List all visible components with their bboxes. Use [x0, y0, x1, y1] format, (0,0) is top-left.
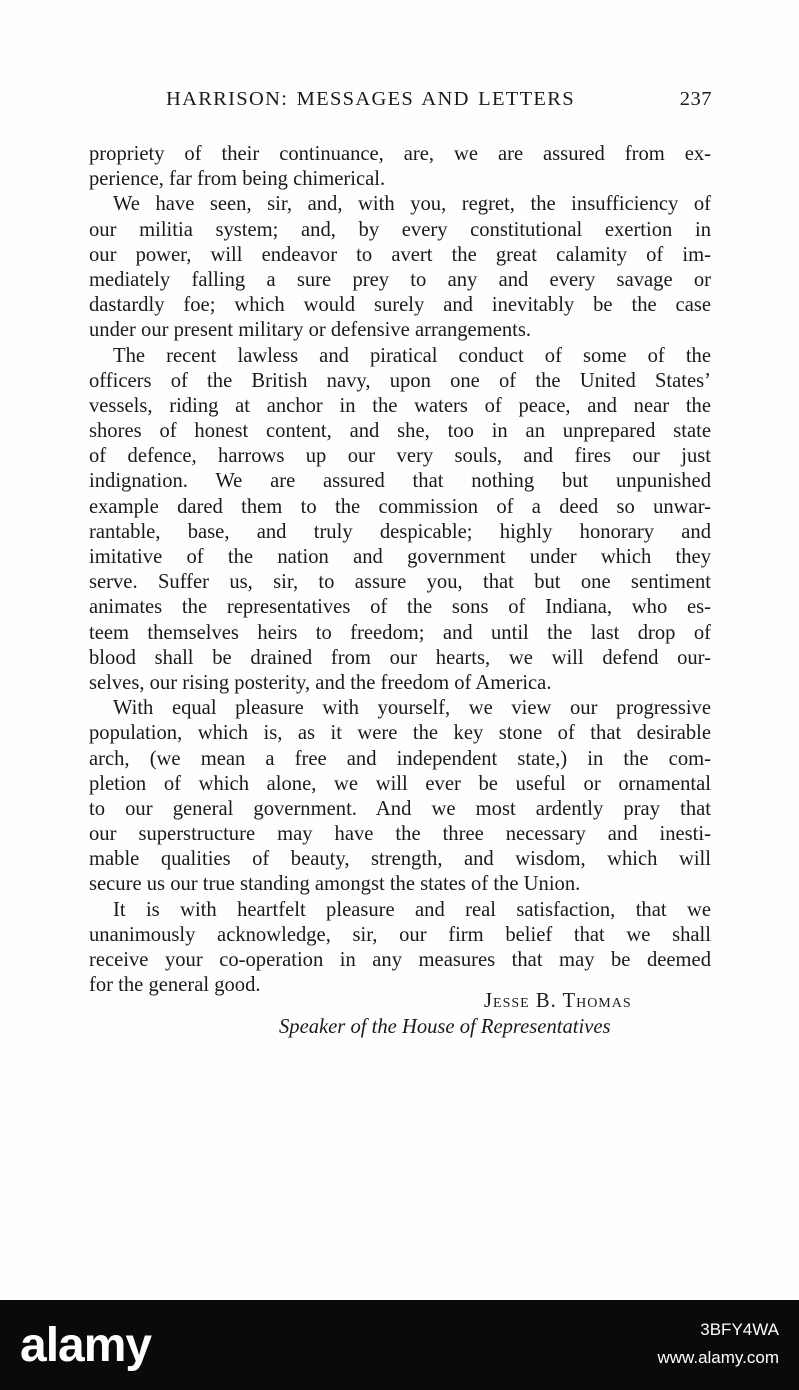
text-line: mediately falling a sure prey to any and every savage or: [89, 268, 711, 291]
text-line: serve. Suffer us, sir, to assure you, that but one sentiment: [89, 571, 711, 594]
image-id: 3BFY4WA: [700, 1320, 779, 1339]
text-line: under our present military or defensive arrangements.: [89, 319, 532, 342]
text-line: rantable, base, and truly despicable; highly honorary and: [89, 520, 711, 543]
signature-name: Jesse B. Thomas: [484, 990, 632, 1012]
body-text: [89, 142, 711, 998]
signature-title: Speaker of the House of Representatives: [279, 1016, 611, 1038]
text-line: teem themselves heirs to freedom; and until the last drop of: [89, 621, 711, 644]
text-line: indignation. We are assured that nothing but unpunished: [89, 470, 711, 493]
text-line: The recent lawless and piratical conduct of some of the: [113, 344, 711, 367]
text-line: officers of the British navy, upon one of the United States’: [89, 369, 711, 392]
text-line: dastardly foe; which would surely and inevitably be the case: [89, 294, 711, 317]
page-number: 237: [679, 88, 712, 110]
text-line: arch, (we mean a free and independent state,) in the com-: [89, 747, 711, 770]
text-line: We have seen, sir, and, with you, regret, the insufficiency of: [113, 193, 711, 216]
text-line: unanimously acknowledge, sir, our firm belief that we shall: [89, 923, 711, 946]
text-line: population, which is, as it were the key stone of that desirable: [89, 722, 711, 745]
text-line: for the general good.: [89, 974, 261, 997]
text-line: animates the representatives of the sons of Indiana, who es-: [89, 596, 711, 619]
text-line: shores of honest content, and she, too in an unprepared state: [89, 420, 711, 443]
text-line: blood shall be drained from our hearts, we will defend our-: [89, 646, 711, 669]
running-head: HARRISON: MESSAGES AND LETTERS: [166, 88, 575, 110]
text-line: It is with heartfelt pleasure and real satisfaction, that we: [113, 898, 711, 921]
text-line: our militia system; and, by every constitutional exertion in: [89, 218, 711, 241]
text-line: propriety of their continuance, are, we are assured from ex-: [89, 143, 711, 165]
text-line: secure us our true standing amongst the states of the Union.: [89, 873, 581, 896]
watermark-footer: [0, 1300, 799, 1390]
text-line: perience, far from being chimerical.: [89, 168, 386, 191]
alamy-logo: alamy: [20, 1319, 152, 1372]
text-line: our superstructure may have the three necessary and inesti-: [89, 823, 711, 846]
page-header: [160, 88, 712, 116]
text-line: selves, our rising posterity, and the freedom of America.: [89, 671, 552, 694]
text-line: imitative of the nation and government under which they: [89, 546, 711, 568]
text-line: vessels, riding at anchor in the waters of peace, and near the: [89, 394, 711, 417]
text-line: With equal pleasure with yourself, we view our progressive: [113, 697, 711, 720]
text-line: to our general government. And we most ardently pray that: [89, 797, 711, 820]
text-line: of defence, harrows up our very souls, and fires our just: [89, 445, 711, 468]
text-line: mable qualities of beauty, strength, and wisdom, which will: [89, 848, 711, 871]
text-line: receive your co-operation in any measures that may be deemed: [89, 949, 711, 971]
watermark-url: www.alamy.com: [657, 1348, 779, 1367]
text-line: example dared them to the commission of a deed so unwar-: [89, 495, 711, 518]
text-line: pletion of which alone, we will ever be useful or ornamental: [89, 772, 711, 795]
text-line: our power, will endeavor to avert the great calamity of im-: [89, 243, 711, 266]
